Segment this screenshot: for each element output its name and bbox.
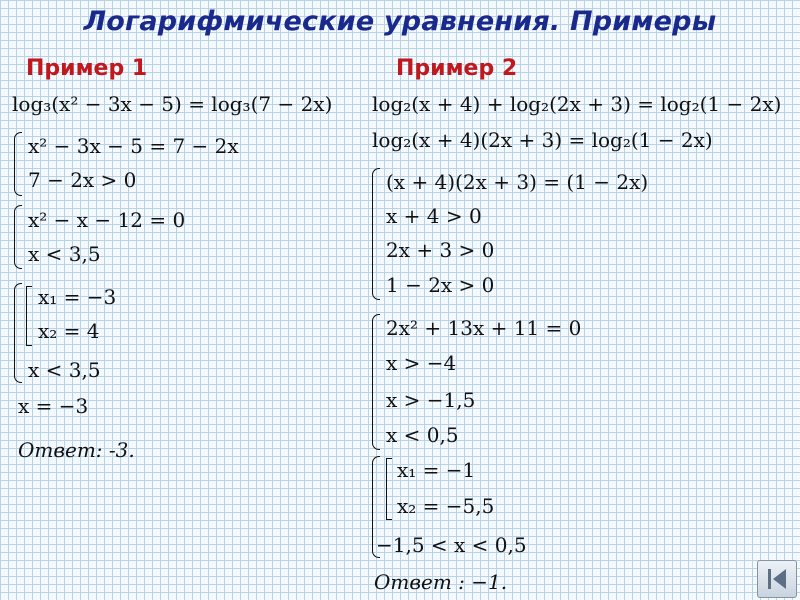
- example-1-system1-line1: x² − 3x − 5 = 7 − 2x: [28, 134, 239, 158]
- system-brace: [14, 132, 22, 196]
- example-1-answer: Ответ: -3.: [18, 438, 135, 462]
- example-2-system1-line2: x + 4 > 0: [386, 204, 482, 228]
- example-2-system2-line1: 2x² + 13x + 11 = 0: [386, 316, 582, 340]
- example-2-root2: x₂ = −5,5: [397, 494, 495, 518]
- system-brace: [14, 283, 22, 383]
- example-2-equation2: log₂(x + 4)(2x + 3) = log₂(1 − 2x): [372, 128, 713, 152]
- example-1-condition: x < 3,5: [28, 358, 101, 382]
- example-1-root1: x₁ = −3: [38, 285, 117, 309]
- example-1-equation: log₃(x² − 3x − 5) = log₃(7 − 2x): [12, 92, 333, 116]
- set-bracket: [386, 458, 392, 520]
- example-2-system2-line3: x > −1,5: [386, 388, 476, 412]
- example-2-condition: −1,5 < x < 0,5: [376, 533, 527, 557]
- set-bracket: [26, 286, 32, 346]
- example-2-root1: x₁ = −1: [397, 458, 476, 482]
- example-2-answer: Ответ : −1.: [374, 570, 508, 594]
- example-1-system1-line2: 7 − 2x > 0: [28, 168, 137, 192]
- example-1-root2: x₂ = 4: [38, 319, 100, 343]
- example-2-system1-line1: (x + 4)(2x + 3) = (1 − 2x): [386, 170, 649, 194]
- example-2-system1-line4: 1 − 2x > 0: [386, 273, 495, 297]
- example-2-system2-line4: x < 0,5: [386, 423, 459, 447]
- previous-slide-button[interactable]: [757, 560, 797, 598]
- system-brace: [372, 168, 380, 300]
- example-2-system2-line2: x > −4: [386, 351, 457, 375]
- example-1-result: x = −3: [18, 394, 89, 418]
- example-1-system2-line2: x < 3,5: [28, 242, 101, 266]
- previous-slide-icon: [763, 565, 791, 593]
- system-brace: [14, 205, 22, 269]
- example-1-system2-line1: x² − x − 12 = 0: [28, 208, 186, 232]
- slide-title: Логарифмические уравнения. Примеры: [83, 6, 717, 37]
- example-1-heading: Пример 1: [26, 56, 148, 81]
- example-2-equation: log₂(x + 4) + log₂(2x + 3) = log₂(1 − 2x): [372, 92, 782, 116]
- system-brace: [372, 314, 380, 450]
- example-2-heading: Пример 2: [396, 56, 518, 81]
- example-2-system1-line3: 2x + 3 > 0: [386, 238, 495, 262]
